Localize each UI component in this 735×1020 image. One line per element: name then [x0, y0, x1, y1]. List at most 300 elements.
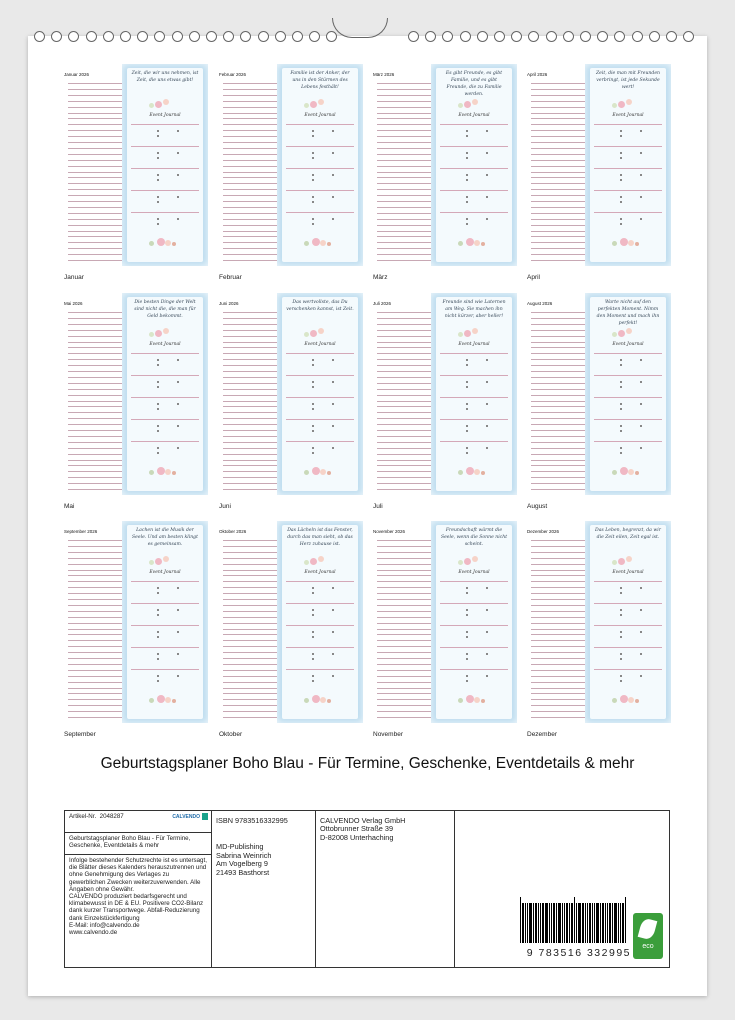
day-line [531, 142, 585, 143]
checkbox[interactable] [157, 631, 159, 633]
checkbox[interactable] [620, 174, 622, 176]
checkbox[interactable] [466, 452, 468, 454]
checkbox[interactable] [466, 636, 468, 638]
day-line [223, 424, 277, 425]
checkbox[interactable] [312, 680, 314, 682]
checkbox[interactable] [620, 130, 622, 132]
checkbox[interactable] [312, 408, 314, 410]
day-list [64, 293, 122, 495]
checkbox[interactable] [157, 157, 159, 159]
checkbox[interactable] [332, 609, 334, 611]
day-line [223, 148, 277, 149]
event-line [286, 441, 354, 442]
day-line [68, 477, 122, 478]
web-link[interactable]: www.calvendo.de [69, 929, 118, 937]
checkbox[interactable] [312, 658, 314, 660]
ring-hole [666, 31, 677, 42]
ring-hole [154, 31, 165, 42]
checkbox[interactable] [466, 359, 468, 361]
event-line [131, 353, 199, 354]
checkbox[interactable] [157, 430, 159, 432]
day-line [68, 195, 122, 196]
checkbox[interactable] [177, 218, 179, 220]
checkbox[interactable] [620, 403, 622, 405]
day-line [377, 436, 431, 437]
day-line [223, 225, 277, 226]
day-line [531, 172, 585, 173]
day-line [531, 83, 585, 84]
day-line [68, 483, 122, 484]
checkbox[interactable] [157, 447, 159, 449]
checkbox[interactable] [486, 403, 488, 405]
checkbox[interactable] [620, 447, 622, 449]
checkbox[interactable] [312, 452, 314, 454]
barcode-bar [549, 903, 550, 943]
checkbox[interactable] [157, 130, 159, 132]
checkbox[interactable] [640, 425, 642, 427]
day-line [377, 593, 431, 594]
checkbox[interactable] [620, 631, 622, 633]
checkbox[interactable] [157, 425, 159, 427]
day-line [68, 330, 122, 331]
checkbox[interactable] [486, 425, 488, 427]
day-line [531, 189, 585, 190]
checkbox[interactable] [620, 609, 622, 611]
checkbox[interactable] [620, 381, 622, 383]
checkbox[interactable] [466, 408, 468, 410]
day-line [377, 371, 431, 372]
day-line [68, 107, 122, 108]
checkbox[interactable] [466, 381, 468, 383]
day-line [68, 623, 122, 624]
event-journal-title: Event Journal [149, 342, 181, 347]
checkbox[interactable] [486, 196, 488, 198]
day-line [223, 254, 277, 255]
journal-card [122, 293, 208, 495]
checkbox[interactable] [157, 587, 159, 589]
journal-card [431, 64, 517, 266]
flower-decoration [149, 103, 154, 108]
checkbox[interactable] [157, 609, 159, 611]
checkbox[interactable] [312, 130, 314, 132]
checkbox[interactable] [466, 680, 468, 682]
checkbox[interactable] [157, 675, 159, 677]
checkbox[interactable] [640, 587, 642, 589]
checkbox[interactable] [620, 587, 622, 589]
checkbox[interactable] [177, 130, 179, 132]
checkbox[interactable] [466, 609, 468, 611]
checkbox[interactable] [466, 425, 468, 427]
checkbox[interactable] [157, 403, 159, 405]
day-line [377, 183, 431, 184]
checkbox[interactable] [157, 201, 159, 203]
checkbox[interactable] [486, 609, 488, 611]
checkbox[interactable] [332, 218, 334, 220]
checkbox[interactable] [466, 447, 468, 449]
checkbox[interactable] [486, 447, 488, 449]
checkbox[interactable] [640, 196, 642, 198]
checkbox[interactable] [332, 381, 334, 383]
day-line [68, 676, 122, 677]
checkbox[interactable] [620, 223, 622, 225]
day-line [531, 383, 585, 384]
checkbox[interactable] [486, 675, 488, 677]
checkbox[interactable] [640, 447, 642, 449]
checkbox[interactable] [620, 680, 622, 682]
day-line [68, 430, 122, 431]
flower-decoration [320, 469, 326, 475]
checkbox[interactable] [312, 364, 314, 366]
checkbox[interactable] [466, 135, 468, 137]
checkbox[interactable] [312, 403, 314, 405]
checkbox[interactable] [640, 174, 642, 176]
publisher-city: D-82008 Unterhaching [320, 832, 394, 842]
event-journal-title: Event Journal [149, 113, 181, 118]
barcode-bar [585, 903, 586, 943]
checkbox[interactable] [620, 675, 622, 677]
checkbox[interactable] [466, 653, 468, 655]
checkbox[interactable] [620, 653, 622, 655]
checkbox[interactable] [157, 218, 159, 220]
day-line [68, 717, 122, 718]
checkbox[interactable] [312, 381, 314, 383]
checkbox[interactable] [466, 157, 468, 159]
checkbox[interactable] [620, 152, 622, 154]
month-label: Januar [64, 274, 84, 281]
checkbox[interactable] [466, 201, 468, 203]
checkbox[interactable] [157, 174, 159, 176]
checkbox[interactable] [466, 152, 468, 154]
publisher-street: Ottobrunner Straße 39 [320, 824, 394, 834]
day-line [377, 101, 431, 102]
checkbox[interactable] [466, 675, 468, 677]
checkbox[interactable] [312, 614, 314, 616]
checkbox[interactable] [332, 152, 334, 154]
checkbox[interactable] [312, 359, 314, 361]
day-line [377, 113, 431, 114]
checkbox[interactable] [177, 675, 179, 677]
checkbox[interactable] [157, 653, 159, 655]
month-page [64, 293, 208, 495]
day-line [223, 634, 277, 635]
checkbox[interactable] [466, 403, 468, 405]
day-line [531, 201, 585, 202]
checkbox[interactable] [620, 364, 622, 366]
day-line [531, 688, 585, 689]
checkbox[interactable] [466, 196, 468, 198]
flower-decoration [172, 242, 176, 246]
flower-decoration [458, 103, 463, 108]
checkbox[interactable] [312, 447, 314, 449]
event-line [440, 419, 508, 420]
checkbox[interactable] [157, 135, 159, 137]
event-line [594, 419, 662, 420]
event-line [594, 625, 662, 626]
card-quote: Freunde sind wie Laternen am Weg. Sie machen ihn nicht kürzer, aber heller! [442, 300, 506, 319]
checkbox[interactable] [486, 381, 488, 383]
day-line [531, 711, 585, 712]
checkbox[interactable] [640, 403, 642, 405]
article-label: Artikel-Nr. [69, 813, 97, 820]
checkbox[interactable] [312, 179, 314, 181]
day-line [531, 160, 585, 161]
day-line [223, 587, 277, 588]
checkbox[interactable] [332, 447, 334, 449]
day-line [531, 330, 585, 331]
checkbox[interactable] [157, 386, 159, 388]
day-line [531, 664, 585, 665]
checkbox[interactable] [312, 675, 314, 677]
month-header: Mai 2026 [64, 301, 83, 306]
day-line [531, 231, 585, 232]
checkbox[interactable] [177, 381, 179, 383]
event-line [594, 441, 662, 442]
month-block [64, 293, 208, 523]
checkbox[interactable] [332, 653, 334, 655]
day-line [223, 418, 277, 419]
day-line [531, 705, 585, 706]
day-line [377, 676, 431, 677]
event-line [131, 397, 199, 398]
checkbox[interactable] [620, 658, 622, 660]
checkbox[interactable] [312, 587, 314, 589]
checkbox[interactable] [466, 587, 468, 589]
checkbox[interactable] [157, 152, 159, 154]
checkbox[interactable] [177, 447, 179, 449]
ring-hole [477, 31, 488, 42]
day-line [223, 389, 277, 390]
ring-hole [86, 31, 97, 42]
checkbox[interactable] [620, 386, 622, 388]
checkbox[interactable] [620, 592, 622, 594]
month-block [219, 293, 363, 523]
day-line [68, 424, 122, 425]
checkbox[interactable] [157, 408, 159, 410]
checkbox[interactable] [620, 430, 622, 432]
barcode-bar [571, 903, 573, 943]
checkbox[interactable] [157, 452, 159, 454]
barcode-bar [566, 903, 568, 943]
flower-decoration [163, 99, 169, 105]
checkbox[interactable] [332, 587, 334, 589]
checkbox[interactable] [640, 218, 642, 220]
flower-decoration [163, 556, 169, 562]
checkbox[interactable] [332, 174, 334, 176]
checkbox[interactable] [466, 179, 468, 181]
checkbox[interactable] [620, 196, 622, 198]
day-line [377, 640, 431, 641]
checkbox[interactable] [640, 653, 642, 655]
checkbox[interactable] [312, 157, 314, 159]
checkbox[interactable] [486, 174, 488, 176]
checkbox[interactable] [157, 364, 159, 366]
checkbox[interactable] [466, 386, 468, 388]
day-line [377, 130, 431, 131]
checkbox[interactable] [177, 196, 179, 198]
checkbox[interactable] [466, 592, 468, 594]
checkbox[interactable] [177, 174, 179, 176]
checkbox[interactable] [486, 653, 488, 655]
checkbox[interactable] [620, 614, 622, 616]
event-line [440, 353, 508, 354]
day-line [68, 136, 122, 137]
checkbox[interactable] [640, 675, 642, 677]
event-line [594, 124, 662, 125]
checkbox[interactable] [312, 609, 314, 611]
checkbox[interactable] [312, 636, 314, 638]
checkbox[interactable] [486, 359, 488, 361]
event-journal-title: Event Journal [304, 342, 336, 347]
day-line [531, 552, 585, 553]
barcode-bar [542, 903, 544, 943]
month-block [219, 521, 363, 751]
card-quote: Lachen ist die Musik der Seele. Und am besten klingt es gemeinsam. [132, 528, 198, 547]
checkbox[interactable] [312, 425, 314, 427]
checkbox[interactable] [332, 359, 334, 361]
checkbox[interactable] [332, 675, 334, 677]
checkbox[interactable] [466, 658, 468, 660]
checkbox[interactable] [486, 218, 488, 220]
checkbox[interactable] [332, 196, 334, 198]
ring-hole [580, 31, 591, 42]
checkbox[interactable] [620, 218, 622, 220]
checkbox[interactable] [640, 152, 642, 154]
day-line [377, 83, 431, 84]
day-line [223, 593, 277, 594]
day-line [377, 254, 431, 255]
barcode-bar [578, 903, 581, 943]
checkbox[interactable] [177, 587, 179, 589]
checkbox[interactable] [312, 430, 314, 432]
month-block [373, 293, 517, 523]
checkbox[interactable] [157, 592, 159, 594]
day-line [531, 670, 585, 671]
checkbox[interactable] [177, 631, 179, 633]
checkbox[interactable] [177, 152, 179, 154]
month-page [219, 293, 363, 495]
day-line [531, 359, 585, 360]
card-quote: Familie ist der Anker, der uns in den Stürmen des Lebens festhält! [290, 71, 350, 90]
checkbox[interactable] [466, 174, 468, 176]
checkbox[interactable] [466, 218, 468, 220]
checkbox[interactable] [157, 196, 159, 198]
checkbox[interactable] [157, 614, 159, 616]
checkbox[interactable] [466, 130, 468, 132]
barcode-bar [564, 903, 565, 943]
day-line [377, 324, 431, 325]
checkbox[interactable] [312, 201, 314, 203]
checkbox[interactable] [486, 152, 488, 154]
checkbox[interactable] [620, 201, 622, 203]
day-line [377, 552, 431, 553]
checkbox[interactable] [157, 381, 159, 383]
day-line [377, 336, 431, 337]
checkbox[interactable] [312, 196, 314, 198]
checkbox[interactable] [312, 218, 314, 220]
day-line [531, 617, 585, 618]
checkbox[interactable] [640, 381, 642, 383]
checkbox[interactable] [157, 179, 159, 181]
checkbox[interactable] [177, 653, 179, 655]
month-page [64, 521, 208, 723]
checkbox[interactable] [486, 587, 488, 589]
checkbox[interactable] [486, 130, 488, 132]
checkbox[interactable] [620, 359, 622, 361]
day-line [531, 336, 585, 337]
checkbox[interactable] [312, 223, 314, 225]
checkbox[interactable] [177, 609, 179, 611]
day-line [223, 330, 277, 331]
checkbox[interactable] [620, 425, 622, 427]
day-line [68, 436, 122, 437]
day-line [377, 365, 431, 366]
event-journal-title: Event Journal [149, 570, 181, 575]
day-line [68, 160, 122, 161]
checkbox[interactable] [177, 403, 179, 405]
checkbox[interactable] [312, 135, 314, 137]
checkbox[interactable] [332, 425, 334, 427]
day-line [68, 693, 122, 694]
checkbox[interactable] [620, 179, 622, 181]
checkbox[interactable] [312, 631, 314, 633]
ring-hole [51, 31, 62, 42]
checkbox[interactable] [640, 631, 642, 633]
checkbox[interactable] [332, 403, 334, 405]
checkbox[interactable] [640, 609, 642, 611]
day-line [68, 389, 122, 390]
checkbox[interactable] [466, 223, 468, 225]
checkbox[interactable] [640, 130, 642, 132]
checkbox[interactable] [620, 135, 622, 137]
day-line [377, 483, 431, 484]
checkbox[interactable] [312, 152, 314, 154]
day-line [377, 581, 431, 582]
flower-decoration [304, 698, 309, 703]
day-line [377, 670, 431, 671]
checkbox[interactable] [620, 636, 622, 638]
month-page [527, 293, 671, 495]
day-line [531, 395, 585, 396]
checkbox[interactable] [157, 359, 159, 361]
checkbox[interactable] [312, 386, 314, 388]
checkbox[interactable] [177, 425, 179, 427]
checkbox[interactable] [620, 408, 622, 410]
day-line [377, 646, 431, 647]
checkbox[interactable] [332, 130, 334, 132]
checkbox[interactable] [620, 452, 622, 454]
checkbox[interactable] [620, 157, 622, 159]
checkbox[interactable] [466, 430, 468, 432]
checkbox[interactable] [157, 636, 159, 638]
checkbox[interactable] [486, 631, 488, 633]
checkbox[interactable] [466, 364, 468, 366]
checkbox[interactable] [157, 658, 159, 660]
checkbox[interactable] [177, 359, 179, 361]
checkbox[interactable] [312, 174, 314, 176]
flower-decoration [458, 698, 463, 703]
barcode-bar [556, 903, 557, 943]
checkbox[interactable] [157, 680, 159, 682]
checkbox[interactable] [157, 223, 159, 225]
checkbox[interactable] [466, 631, 468, 633]
checkbox[interactable] [466, 614, 468, 616]
ring-hole [649, 31, 660, 42]
checkbox[interactable] [640, 359, 642, 361]
day-list [527, 293, 585, 495]
checkbox[interactable] [312, 592, 314, 594]
checkbox[interactable] [312, 653, 314, 655]
checkbox[interactable] [332, 631, 334, 633]
